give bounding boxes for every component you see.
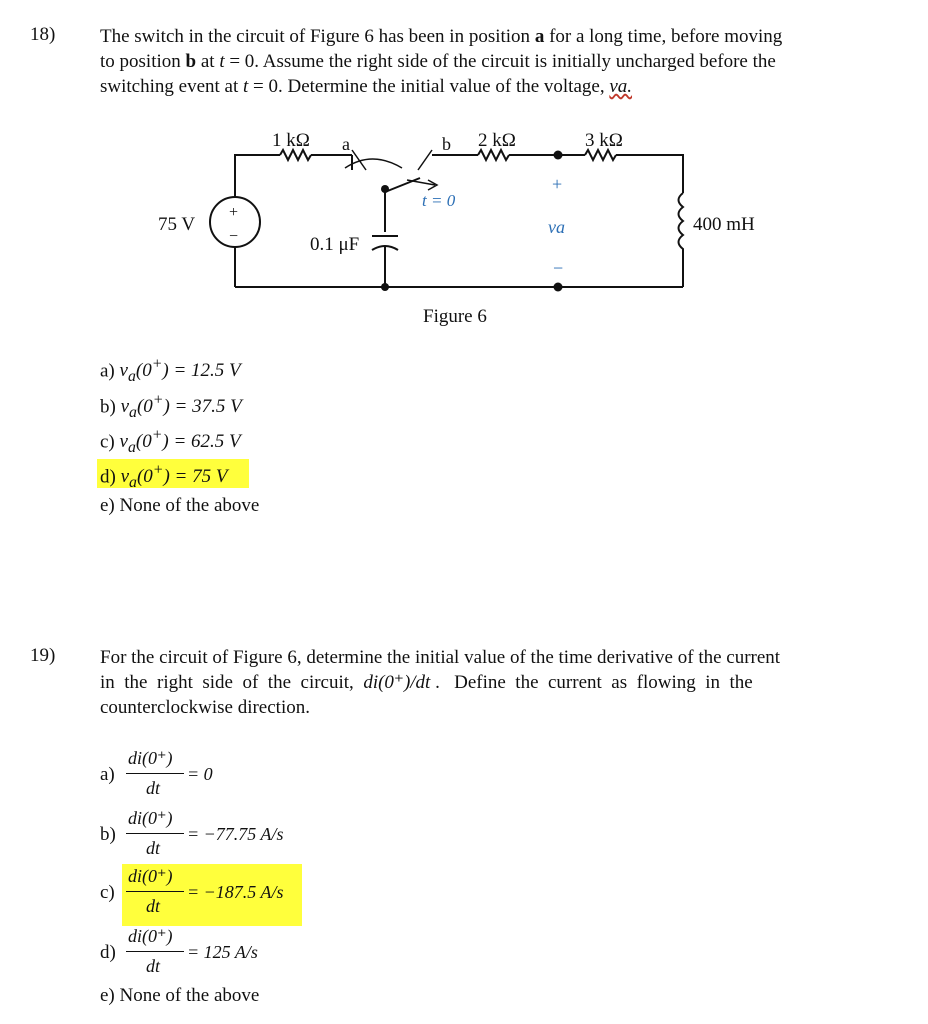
q19-option-d-den: dt (146, 956, 161, 976)
q19-number: 19) (30, 645, 56, 666)
resistor-3k (585, 150, 616, 160)
q19-option-a-den: dt (146, 778, 161, 798)
q19-option-b-den: dt (146, 838, 161, 858)
q19-option-c-num: di(0⁺) (128, 866, 173, 886)
label-source: 75 V (158, 214, 196, 235)
q18-line-3: switching event at t = 0. Determine the initial value of the voltage, va. (100, 76, 633, 97)
q18-number: 18) (30, 24, 56, 45)
label-r3: 3 kΩ (585, 130, 623, 151)
switch-terminal-b (418, 150, 432, 170)
node-va-bottom (554, 283, 563, 292)
figure-caption: Figure 6 (423, 306, 487, 327)
q19-option-d-rhs: = 125 A/s (187, 942, 258, 962)
resistor-2k (478, 150, 509, 160)
resistor-1k (280, 150, 311, 160)
q19-option-e[interactable]: e) None of the above (100, 985, 260, 1006)
label-source-plus: + (229, 204, 239, 221)
label-ind: 400 mH (693, 214, 755, 235)
q18-option-c[interactable]: c) $v_a(0^+) = 62.5$ V (100, 427, 241, 457)
label-va-plus: + (552, 174, 563, 194)
q19-option-c-den: dt (146, 896, 161, 916)
label-r1: 1 kΩ (272, 130, 310, 151)
q19-line-3: counterclockwise direction. (100, 697, 310, 718)
q19-option-d-bar (126, 951, 184, 952)
wire-r3-right (616, 155, 683, 193)
q18-option-e[interactable]: e) None of the above (100, 495, 260, 516)
q19-option-b-bar (126, 833, 184, 834)
q19-option-a-bar (126, 773, 184, 774)
q19-option-d-num: di(0⁺) (128, 926, 173, 946)
label-sw-a: a (342, 134, 350, 154)
q18-line-1: The switch in the circuit of Figure 6 has been in position a for a long time, before moving (100, 26, 783, 47)
label-va: va (548, 217, 565, 237)
q19-option-c-rhs: = −187.5 A/s (187, 882, 284, 902)
q18-line-2: to position b at t = 0. Assume the right side of the circuit is initially uncharged before the (100, 51, 776, 72)
q19-option-c-bar (126, 891, 184, 892)
q19-text (100, 645, 890, 720)
q19-option-b-rhs: = −77.75 A/s (187, 824, 284, 844)
label-source-minus: − (229, 228, 239, 245)
switch-arc (345, 159, 402, 168)
q18-option-a[interactable]: a) $v_a(0^+) = 12.5$ V (100, 356, 241, 386)
q19-option-b-num: di(0⁺) (128, 808, 173, 828)
label-r2: 2 kΩ (478, 130, 516, 151)
label-cap: 0.1 μF (310, 234, 360, 255)
node-switch-pivot (381, 185, 389, 193)
q19-option-d-letter[interactable]: d) (100, 942, 116, 963)
q19-option-a-letter[interactable]: a) (100, 764, 115, 785)
label-va-minus: − (553, 258, 564, 278)
q19-line-1: For the circuit of Figure 6, determine the initial value of the time derivative of the current (100, 647, 781, 668)
node-bottom-cap (381, 283, 389, 291)
q18-option-b[interactable]: b) $v_a(0^+) = 37.5$ V (100, 392, 242, 422)
q18-option-d[interactable]: d) $v_a(0^+) = 75$ V (100, 462, 228, 492)
inductor-coil (679, 193, 684, 287)
circuit-figure (0, 0, 928, 340)
q19-option-a-rhs: = 0 (187, 764, 213, 784)
q19-option-a-num: di(0⁺) (128, 748, 173, 768)
wire-left-top (235, 155, 280, 160)
node-va-top (554, 151, 563, 160)
q19-option-b-letter[interactable]: b) (100, 824, 116, 845)
switch-blade (385, 178, 420, 192)
q19-line-2: in the right side of the circuit, di(0⁺)/dt . Define the current as flowing in the (100, 672, 753, 693)
label-sw-t: t = 0 (422, 191, 456, 210)
label-sw-b: b (442, 134, 451, 154)
q19-option-c-letter[interactable]: c) (100, 882, 115, 903)
